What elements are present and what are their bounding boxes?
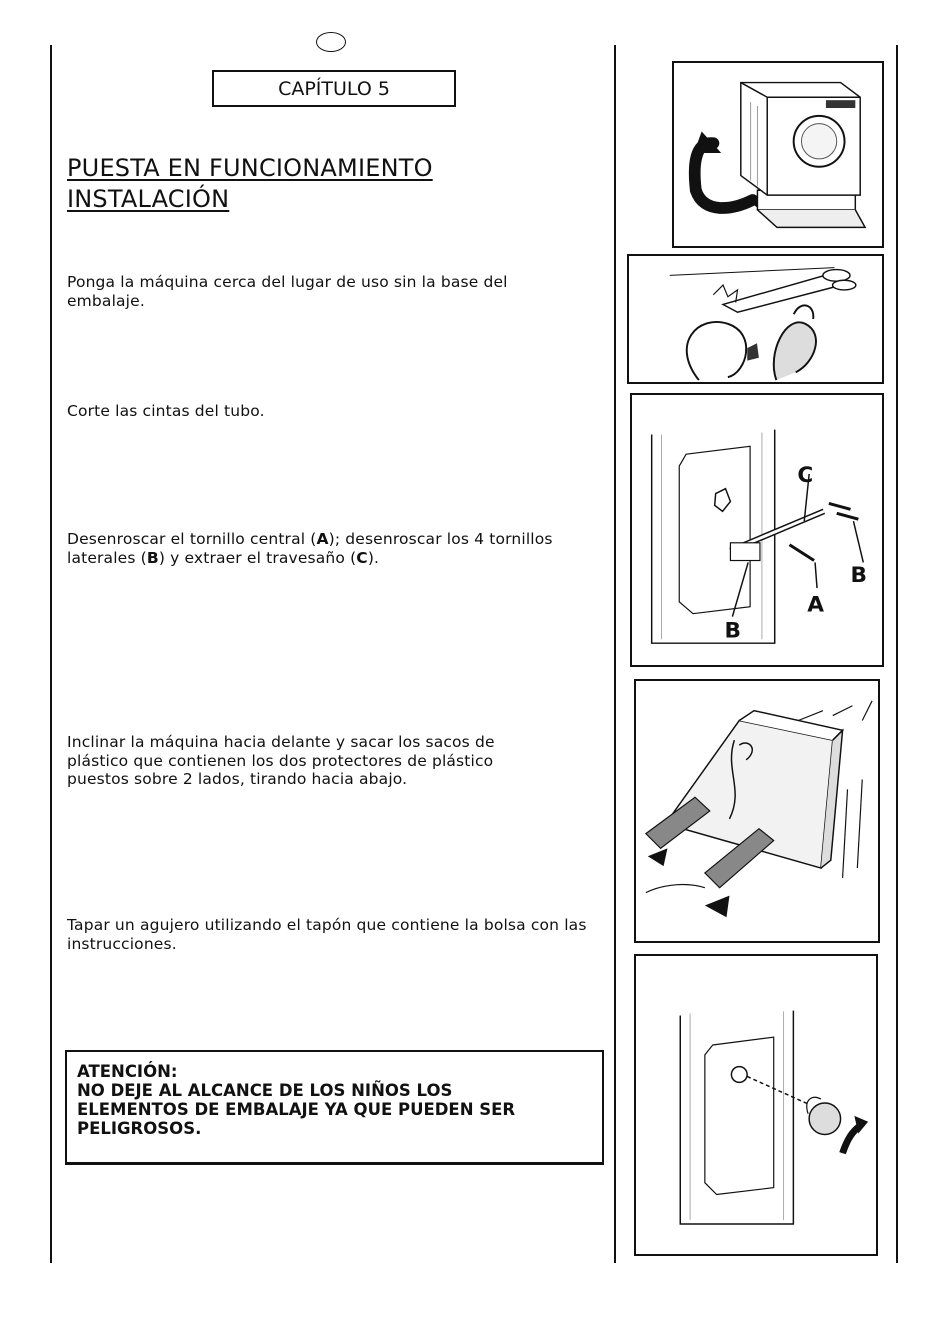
left-margin-rule xyxy=(50,45,52,1263)
warning-title: ATENCIÓN: xyxy=(77,1062,178,1081)
chapter-box xyxy=(212,70,456,107)
warning-box xyxy=(65,1050,604,1165)
label-c: C xyxy=(797,462,814,488)
section-heading-1: PUESTA EN FUNCIONAMIENTO xyxy=(67,154,433,182)
step-text-5: Tapar un agujero utilizando el tapón que contiene la bolsa con las instrucciones. xyxy=(67,916,587,953)
figure-tilt-machine xyxy=(634,679,880,943)
step-text-4: Inclinar la máquina hacia delante y sacar los sacos de plástico que contienen los dos protectores de plástico puestos sobre 2 lados, tirando hacia abajo. xyxy=(67,733,495,788)
warning-body: NO DEJE AL ALCANCE DE LOS NIÑOS LOS ELEMENTOS DE EMBALAJE YA QUE PUEDEN SER PELIGROSOS. xyxy=(77,1081,516,1138)
cap-plug-illustration xyxy=(636,956,876,1254)
language-badge xyxy=(316,32,346,52)
label-b-bottom: B xyxy=(724,618,742,644)
tilted-machine-illustration xyxy=(636,681,878,941)
column-divider-rule xyxy=(614,45,616,1263)
step-text-3: Desenroscar el tornillo central (A); desenroscar los 4 tornillos laterales (B) y extraer el travesaño (C). xyxy=(67,530,553,567)
washing-machine-illustration xyxy=(674,63,882,246)
right-margin-rule xyxy=(896,45,898,1263)
scissors-hose-illustration xyxy=(629,256,882,382)
step-text-1: Ponga la máquina cerca del lugar de uso sin la base del embalaje. xyxy=(67,273,508,310)
figure-cut-hose xyxy=(627,254,884,384)
figure-remove-base xyxy=(672,61,884,248)
chapter-label: CAPÍTULO 5 xyxy=(278,77,390,100)
label-a: A xyxy=(807,592,824,618)
figure-plug-hole xyxy=(634,954,878,1256)
section-heading-2: INSTALACIÓN xyxy=(67,185,230,213)
figure-remove-screws xyxy=(630,393,884,667)
step-text-2: Corte las cintas del tubo. xyxy=(67,402,265,420)
label-b-right: B xyxy=(850,563,868,589)
screws-crossbar-illustration xyxy=(632,395,882,665)
